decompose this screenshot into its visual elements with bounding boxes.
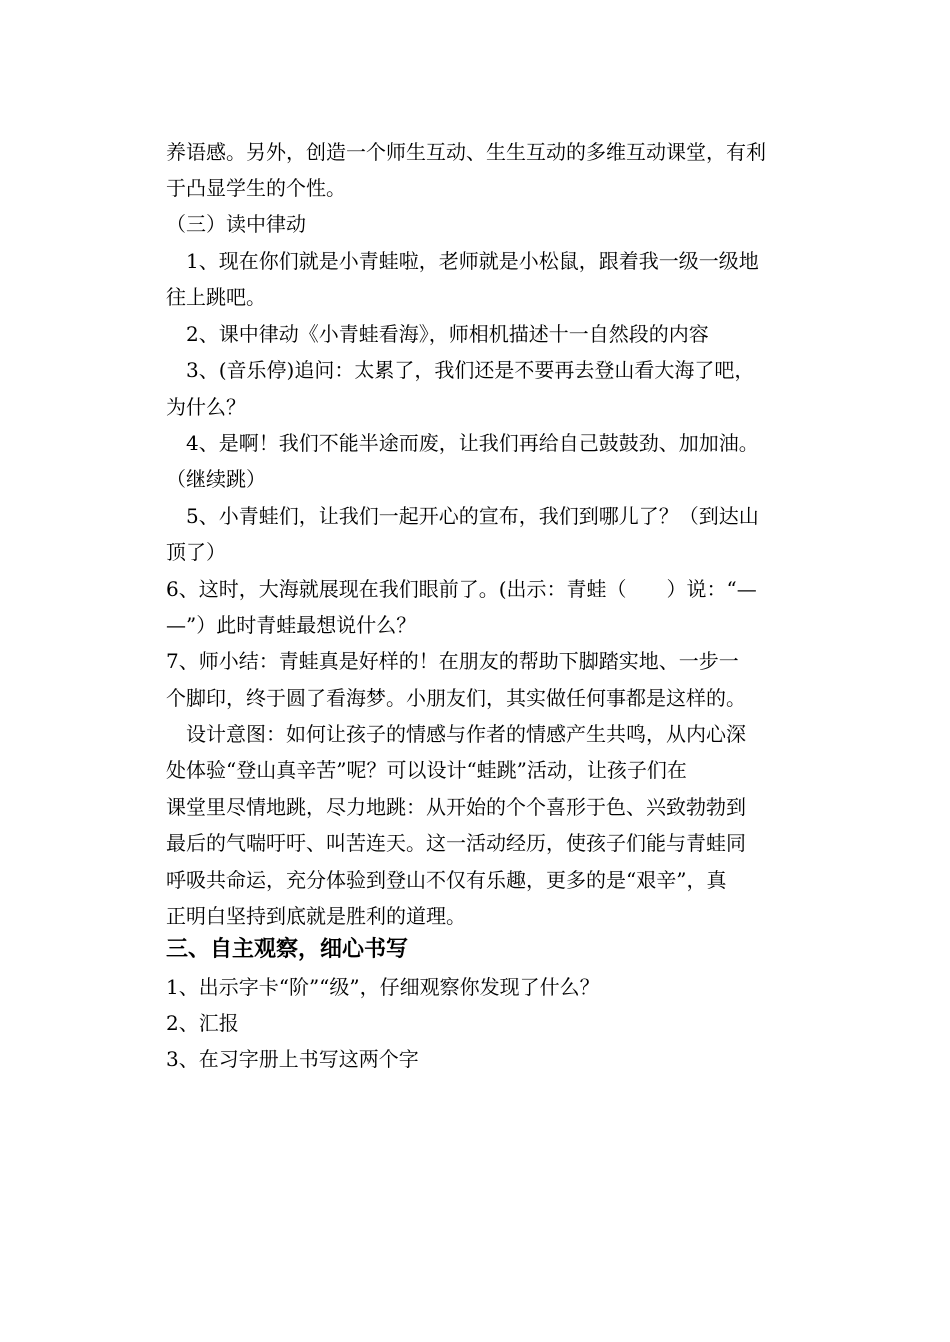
list-item: 2、汇报	[166, 1011, 239, 1035]
list-item: 3、在习字册上书写这两个字	[166, 1047, 419, 1071]
text-line: —”）此时青蛙最想说什么？	[166, 613, 417, 637]
text-line: 处体验“登山真辛苦”呢？可以设计“蛙跳”活动，让孩子们在	[166, 758, 687, 782]
text-line: 顶了）	[166, 540, 226, 564]
text-line: 于凸显学生的个性。	[166, 176, 346, 200]
text-line: 1、现在你们就是小青蛙啦，老师就是小松鼠，跟着我一级一级地	[166, 249, 759, 273]
text-line: 课堂里尽情地跳，尽力地跳：从开始的个个喜形于色、兴致勃勃到	[166, 795, 746, 819]
text-line: 3、(音乐停)追问：太累了，我们还是不要再去登山看大海了吧，	[166, 358, 755, 382]
text-line: 4、是啊！我们不能半途而废，让我们再给自己鼓鼓劲、加加油。	[166, 431, 759, 455]
text-line: 最后的气喘吁吁、叫苦连天。这一活动经历，使孩子们能与青蛙同	[166, 831, 746, 855]
section-heading: 三、自主观察，细心书写	[166, 937, 409, 962]
text-line: 个脚印，终于圆了看海梦。小朋友们，其实做任何事都是这样的。	[166, 686, 746, 710]
text-line: 7、师小结：青蛙真是好样的！在朋友的帮助下脚踏实地、一步一	[166, 649, 739, 673]
text-line: 2、课中律动《小青蛙看海》，师相机描述十一自然段的内容	[166, 322, 709, 346]
text-line: 设计意图：如何让孩子的情感与作者的情感产生共鸣，从内心深	[166, 722, 746, 746]
text-line: 6、这时，大海就展现在我们眼前了。(出示：青蛙（ ）说：“—	[166, 577, 757, 601]
text-line: 往上跳吧。	[166, 285, 266, 309]
text-line: 养语感。另外，创造一个师生互动、生生互动的多维互动课堂，有利	[166, 140, 766, 164]
text-line: 呼吸共命运，充分体验到登山不仅有乐趣，更多的是“艰辛”，真	[166, 868, 727, 892]
text-line: 5、小青蛙们，让我们一起开心的宣布，我们到哪儿了？（到达山	[166, 504, 759, 528]
text-line: （继续跳）	[166, 467, 266, 491]
list-item: 1、出示字卡“阶”“级”，仔细观察你发现了什么？	[166, 975, 600, 999]
text-line: 为什么？	[166, 395, 246, 419]
section-subheading: （三）读中律动	[166, 212, 306, 236]
text-line: 正明白坚持到底就是胜利的道理。	[166, 904, 466, 928]
